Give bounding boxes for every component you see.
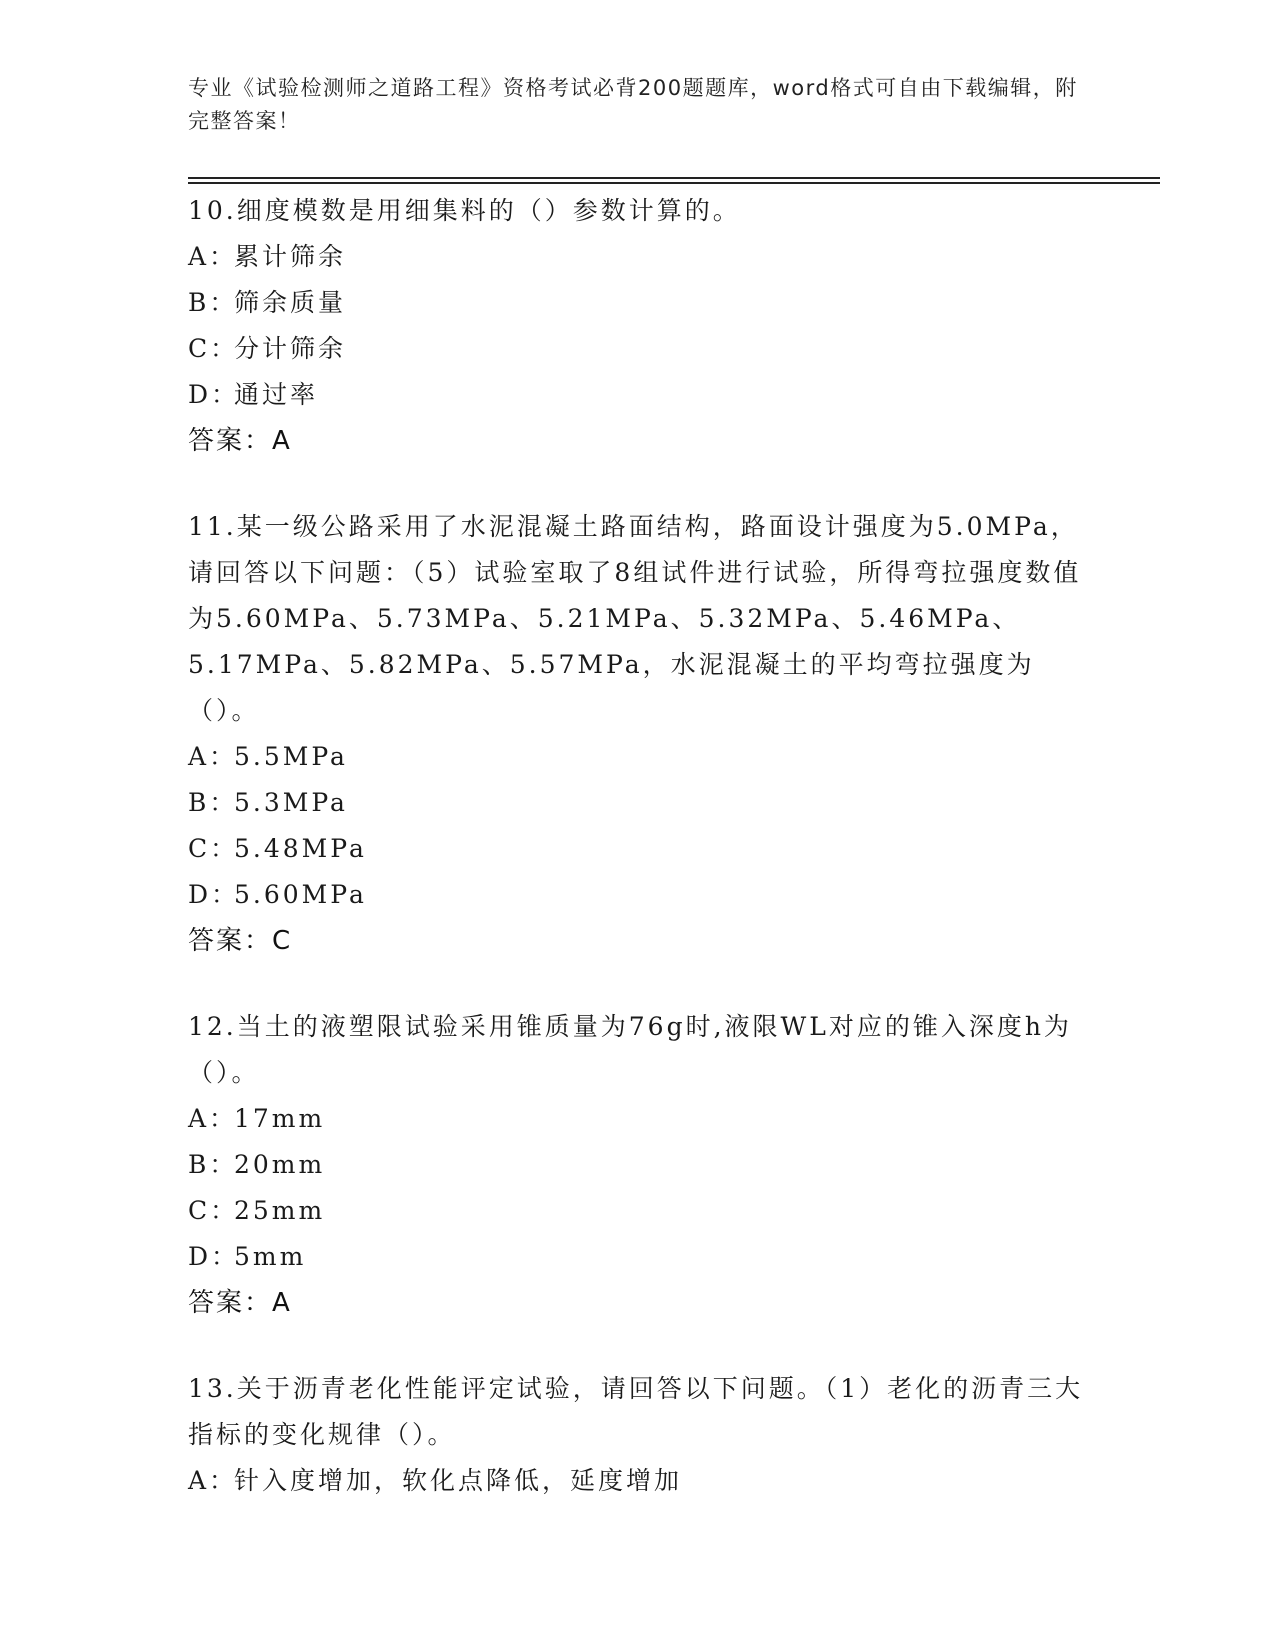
question-12 bbox=[188, 1004, 1088, 1326]
question-10 bbox=[188, 188, 1088, 464]
option-letter: B： bbox=[188, 1150, 238, 1179]
option-a bbox=[188, 1096, 1088, 1142]
option-text: 25mm bbox=[234, 1196, 326, 1225]
question-list bbox=[188, 188, 1088, 1544]
option-d bbox=[188, 1234, 1088, 1280]
option-letter: D： bbox=[188, 380, 240, 409]
answer-label: 答案：A bbox=[188, 426, 292, 456]
option-b bbox=[188, 780, 1088, 826]
option-text: 20mm bbox=[234, 1150, 326, 1179]
option-letter: C： bbox=[188, 834, 239, 863]
option-text: 5mm bbox=[234, 1242, 307, 1271]
header-divider-top bbox=[188, 177, 1160, 179]
option-c bbox=[188, 826, 1088, 872]
question-13 bbox=[188, 1366, 1088, 1504]
option-text: 针入度增加，软化点降低，延度增加 bbox=[234, 1466, 683, 1495]
option-letter: C： bbox=[188, 1196, 239, 1225]
option-text: 5.3MPa bbox=[234, 788, 348, 817]
header-divider-bottom bbox=[188, 182, 1160, 184]
option-text: 5.48MPa bbox=[234, 834, 367, 863]
question-11 bbox=[188, 504, 1088, 964]
option-b bbox=[188, 1142, 1088, 1188]
option-text: 筛余质量 bbox=[234, 288, 347, 317]
option-text: 5.5MPa bbox=[234, 742, 348, 771]
option-text: 17mm bbox=[234, 1104, 326, 1133]
option-text: 通过率 bbox=[234, 380, 319, 409]
option-letter: C： bbox=[188, 334, 239, 363]
option-text: 5.60MPa bbox=[234, 880, 367, 909]
option-text: 累计筛余 bbox=[234, 242, 347, 271]
question-stem: 12.当土的液塑限试验采用锥质量为76g时,液限WL对应的锥入深度h为（）。 bbox=[188, 1012, 1072, 1087]
option-d bbox=[188, 872, 1088, 918]
option-letter: A： bbox=[188, 242, 238, 271]
option-letter: D： bbox=[188, 880, 240, 909]
question-stem: 11.某一级公路采用了水泥混凝土路面结构，路面设计强度为5.0MPa，请回答以下问题：（5）试验室取了8组试件进行试验，所得弯拉强度数值为5.60MPa、5.73MPa、5.21MPa、5.32MPa、5.46MPa、5.17MPa、5.82MPa、5.57MPa，水泥混凝土的平均弯拉强度为（）。 bbox=[188, 512, 1082, 725]
option-a bbox=[188, 734, 1088, 780]
option-letter: B： bbox=[188, 788, 238, 817]
option-letter: A： bbox=[188, 1466, 238, 1495]
answer-label: 答案：C bbox=[188, 926, 293, 956]
option-c bbox=[188, 1188, 1088, 1234]
option-letter: A： bbox=[188, 742, 238, 771]
option-text: 分计筛余 bbox=[234, 334, 347, 363]
answer-label: 答案：A bbox=[188, 1288, 292, 1318]
option-letter: A： bbox=[188, 1104, 238, 1133]
option-letter: D： bbox=[188, 1242, 240, 1271]
question-stem: 13.关于沥青老化性能评定试验，请回答以下问题。（1）老化的沥青三大指标的变化规律（）。 bbox=[188, 1374, 1084, 1449]
option-a bbox=[188, 234, 1088, 280]
document-header: 专业《试验检测师之道路工程》资格考试必背200题题库，word格式可自由下载编辑，附完整答案！ bbox=[188, 76, 1078, 133]
option-b bbox=[188, 280, 1088, 326]
option-letter: B： bbox=[188, 288, 238, 317]
option-c bbox=[188, 326, 1088, 372]
option-a bbox=[188, 1458, 1088, 1504]
option-d bbox=[188, 372, 1088, 418]
question-stem: 10.细度模数是用细集料的（）参数计算的。 bbox=[188, 196, 741, 225]
